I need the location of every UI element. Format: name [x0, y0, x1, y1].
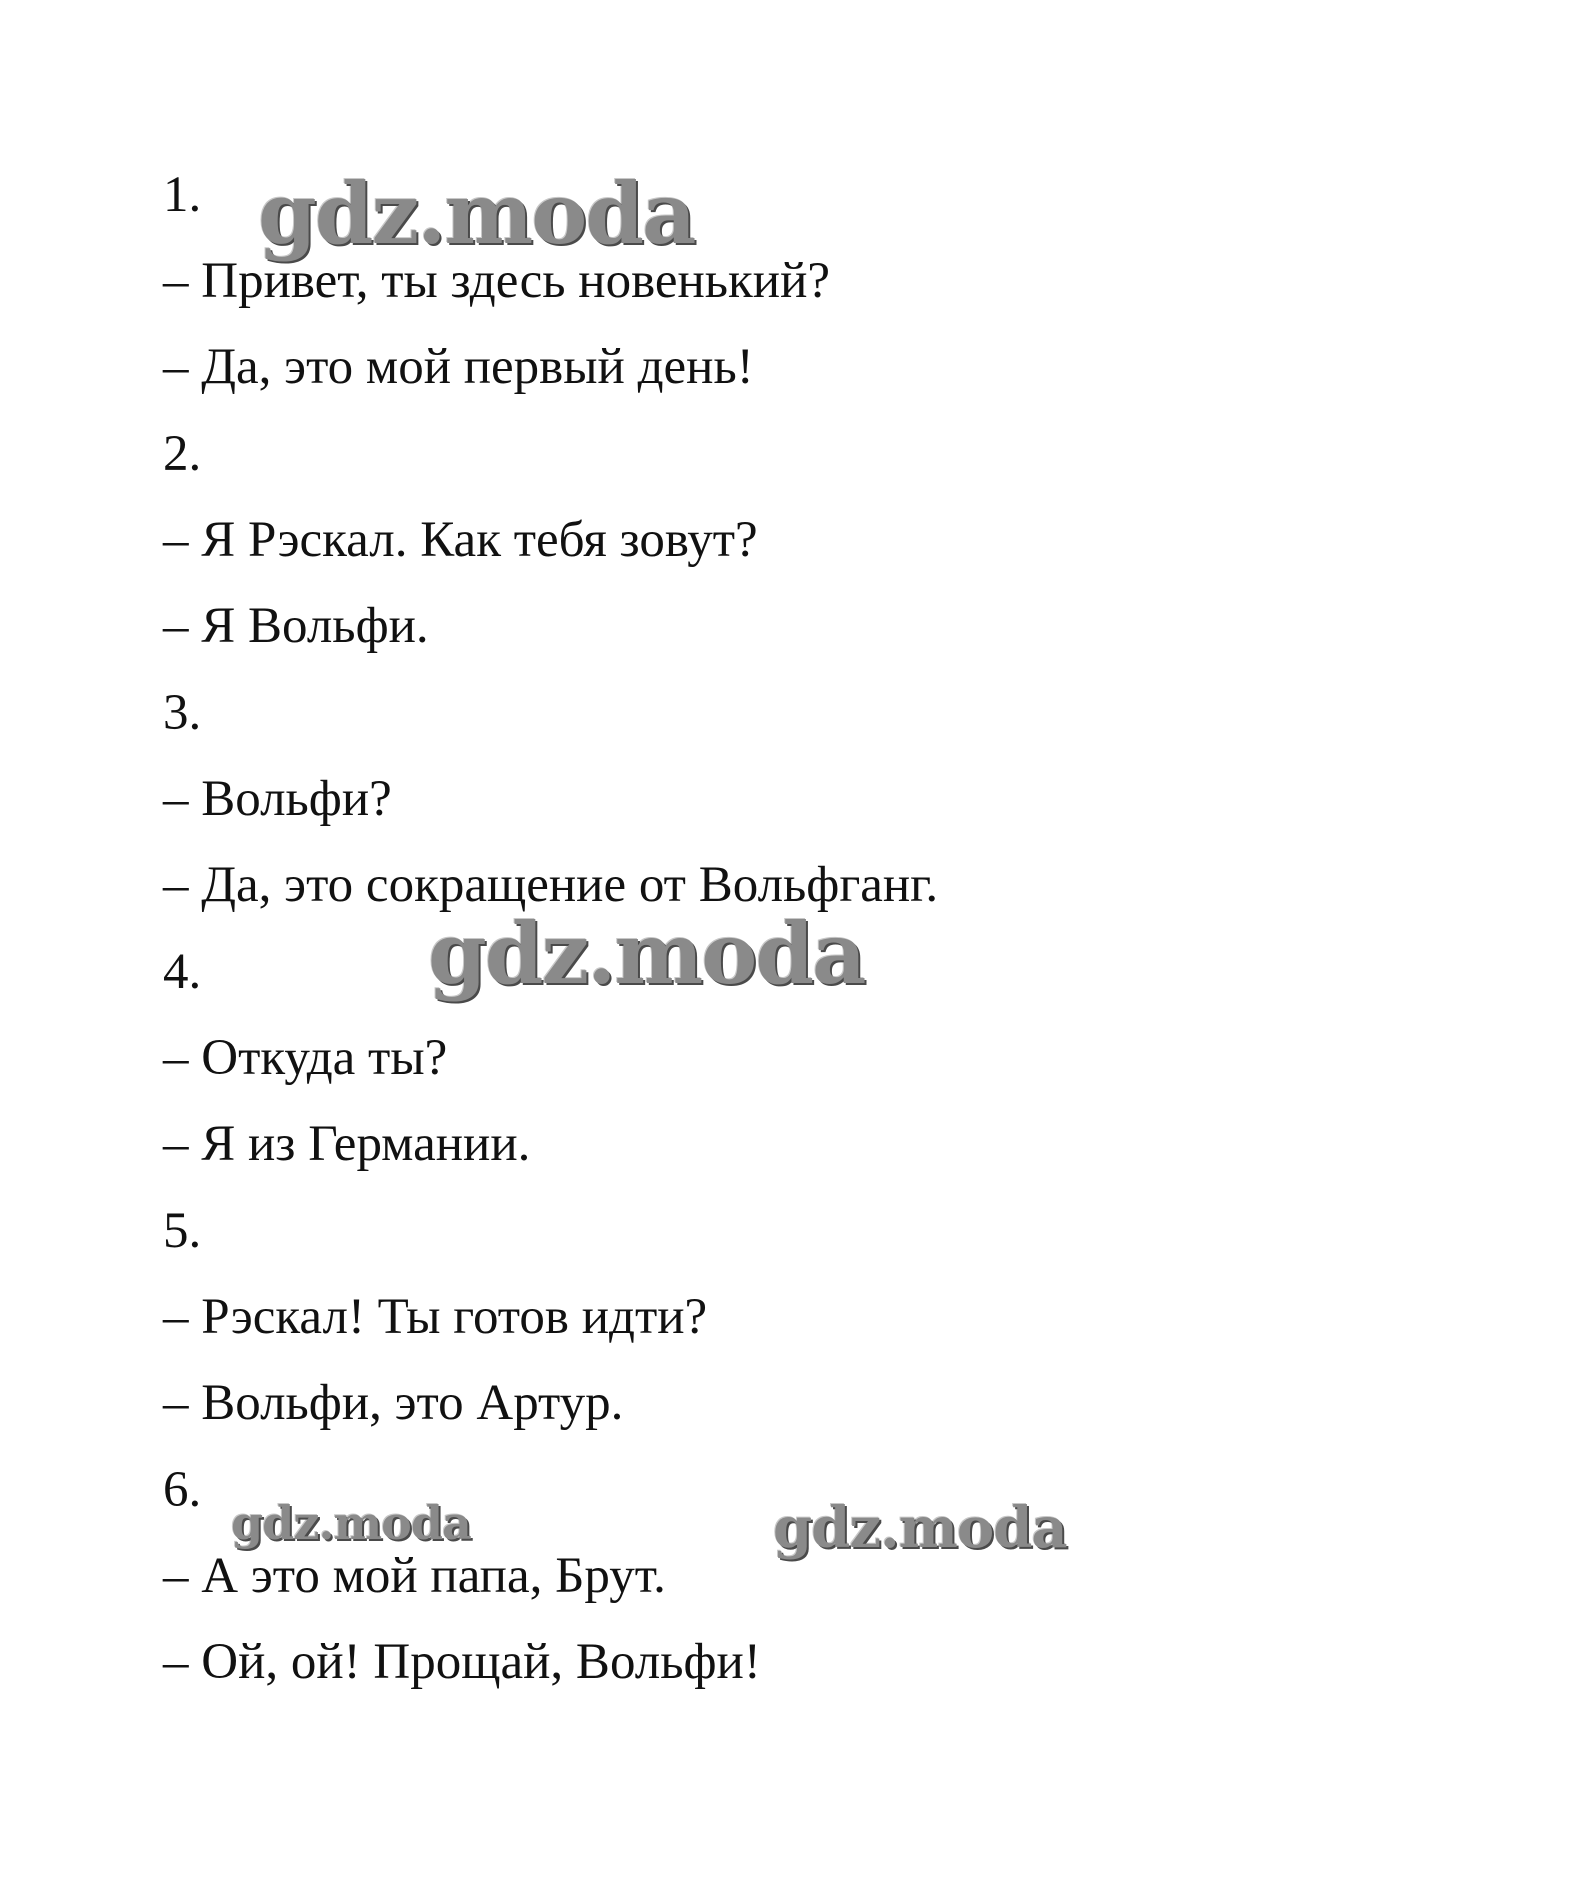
dialogue-line: – Да, это сокращение от Вольфганг. [163, 857, 939, 913]
section-number-1: 1. [163, 167, 202, 223]
section-number-2: 2. [163, 426, 202, 482]
watermark: gdz.moda [428, 904, 865, 1003]
watermark: gdz.moda [773, 1495, 1067, 1561]
dialogue-line: – Вольфи, это Артур. [163, 1375, 624, 1431]
dialogue-line: – Привет, ты здесь новенький? [163, 253, 831, 309]
dialogue-line: – Да, это мой первый день! [163, 339, 754, 395]
dialogue-line: – Я Рэскал. Как тебя зовут? [163, 512, 758, 568]
section-number-4: 4. [163, 944, 202, 1000]
dialogue-line: – Рэскал! Ты готов идти? [163, 1289, 708, 1345]
dialogue-line: – Вольфи? [163, 771, 392, 827]
dialogue-line: – Я Вольфи. [163, 598, 429, 654]
section-number-5: 5. [163, 1203, 202, 1259]
dialogue-line: – Я из Германии. [163, 1116, 531, 1172]
dialogue-line: – Откуда ты? [163, 1030, 448, 1086]
dialogue-line: – Ой, ой! Прощай, Вольфи! [163, 1634, 761, 1690]
section-number-6: 6. [163, 1462, 202, 1518]
dialogue-line: – А это мой папа, Брут. [163, 1548, 666, 1604]
watermark: gdz.moda [231, 1496, 471, 1550]
section-number-3: 3. [163, 685, 202, 741]
watermark: gdz.moda [258, 164, 695, 263]
